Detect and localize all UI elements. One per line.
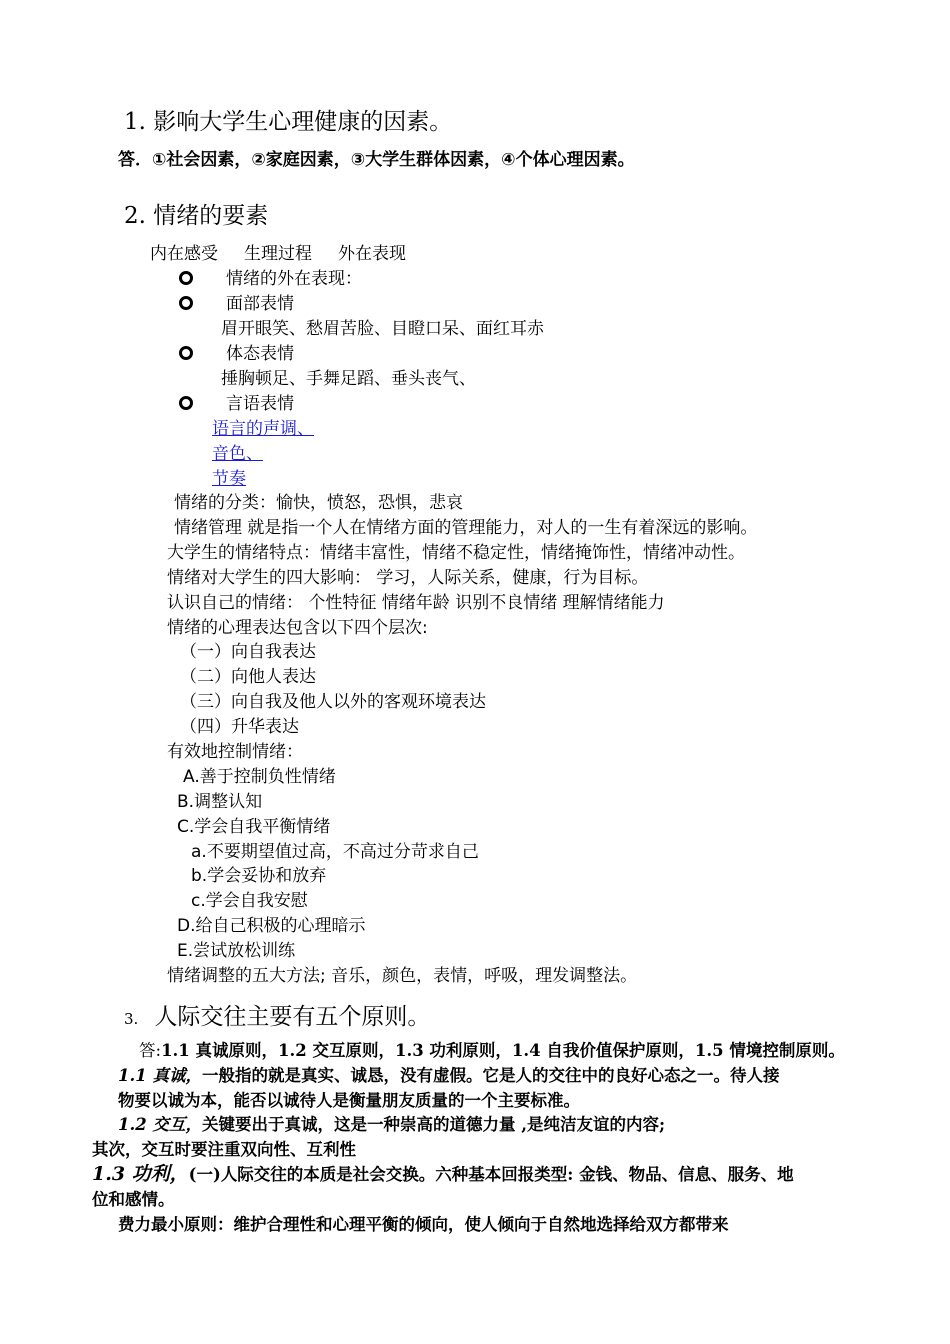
bullet-label: 情绪的外在表现： [226,269,362,289]
bullet-label: 体态表情 [226,344,294,364]
control-item: E.尝试放松训练 [177,941,296,961]
text-line: 情绪的心理表达包含以下四个层次: [167,618,428,638]
bullet-circle-icon [179,271,193,285]
principle-3-text: (一)人际交往的本质是社会交换。六种基本回报类型: 金钱、物品、信息、服务、地 [188,1165,794,1184]
control-item: B.调整认知 [177,792,263,812]
text-line: 情绪管理 就是指一个人在情绪方面的管理能力，对人的一生有着深远的影响。 [174,518,758,538]
bullet-label: 面部表情 [226,294,294,314]
principle-3-label: 1.3 功利， [92,1163,189,1185]
control-title: 有效地控制情绪： [167,742,303,762]
principle-1-label: 1.1 真诚， [118,1066,202,1085]
principle-3-cont: 位和感情。 [92,1190,175,1209]
section1-heading: 1. 影响大学生心理健康的因素。 [124,109,453,135]
text-line: 认识自己的情绪： 个性特征 情绪年龄 识别不良情绪 理解情绪能力 [167,593,665,613]
control-item: D.给自己积极的心理暗示 [177,916,366,936]
bullet-label: 言语表情 [226,394,294,414]
text-line: 大学生的情绪特点：情绪丰富性，情绪不稳定性，情绪掩饰性，情绪冲动性。 [167,543,745,563]
level-item: （四）升华表达 [180,717,299,737]
section1-answer: 答．①社会因素，②家庭因素，③大学生群体因素，④个体心理因素。 [118,150,635,170]
control-item: C.学会自我平衡情绪 [177,817,331,837]
answer-text: 1.1 真诚原则，1.2 交互原则，1.3 功利原则，1.4 自我价值保护原则，1.5 情境控制原则。 [161,1041,845,1060]
methods-line: 情绪调整的五大方法; 音乐，颜色，表情，呼吸，理发调整法。 [167,966,638,986]
principle-2-text: 关键要出于真诚，这是一种崇高的道德力量 ,是纯洁友谊的内容; [201,1115,666,1134]
level-item: （二）向他人表达 [180,667,316,687]
section3-heading [124,1003,430,1033]
bullet-detail: 眉开眼笑、愁眉苦脸、目瞪口呆、面红耳赤 [221,319,544,339]
bullet-detail: 捶胸顿足、手舞足蹈、垂头丧气、 [221,369,476,389]
element-expression: 外在表现 [338,244,406,264]
principle-2-cont: 其次，交互时要注重双向性、互利性 [92,1140,356,1159]
link-tone[interactable]: 语言的声调、 [212,419,314,439]
principle-1-cont: 物要以诚为本，能否以诚待人是衡量朋友质量的一个主要标准。 [118,1091,580,1110]
emotion-elements [150,243,406,265]
section3-title: 人际交往主要有五个原则。 [154,1004,431,1030]
section2-heading: 2. 情绪的要素 [124,203,269,229]
bullet-circle-icon [179,296,193,310]
text-line: 情绪的分类：愉快，愤怒，恐惧，悲哀 [174,493,463,513]
control-subitem: c.学会自我安慰 [191,891,308,911]
bullet-circle-icon [179,396,193,410]
control-item: A.善于控制负性情绪 [183,767,336,787]
principle-2 [118,1114,665,1136]
text-line: 情绪对大学生的四大影响： 学习，人际关系，健康，行为目标。 [167,568,649,588]
link-timbre[interactable]: 音色、 [212,444,263,464]
element-inner-feeling: 内在感受 [150,244,218,264]
principle-1-text: 一般指的就是真实、诚恳，没有虚假。它是人的交往中的良好心态之一。待人接 [201,1066,780,1085]
principle-2-label: 1.2 交互， [118,1115,202,1134]
element-physiological: 生理过程 [244,244,312,264]
level-item: （一）向自我表达 [180,642,316,662]
control-subitem: a.不要期望值过高，不高过分苛求自己 [191,842,479,862]
answer-prefix: 答: [139,1041,162,1060]
link-rhythm[interactable]: 节奏 [212,469,246,489]
least-effort-principle: 费力最小原则：维护合理性和心理平衡的倾向，使人倾向于自然地选择给双方都带来 [118,1215,729,1234]
section3-answer [139,1040,845,1062]
control-subitem: b.学会妥协和放弃 [191,866,327,886]
principle-1 [118,1065,779,1087]
principle-3 [92,1163,794,1186]
section3-number: 3. [124,1010,139,1028]
level-item: （三）向自我及他人以外的客观环境表达 [180,692,486,712]
bullet-circle-icon [179,346,193,360]
